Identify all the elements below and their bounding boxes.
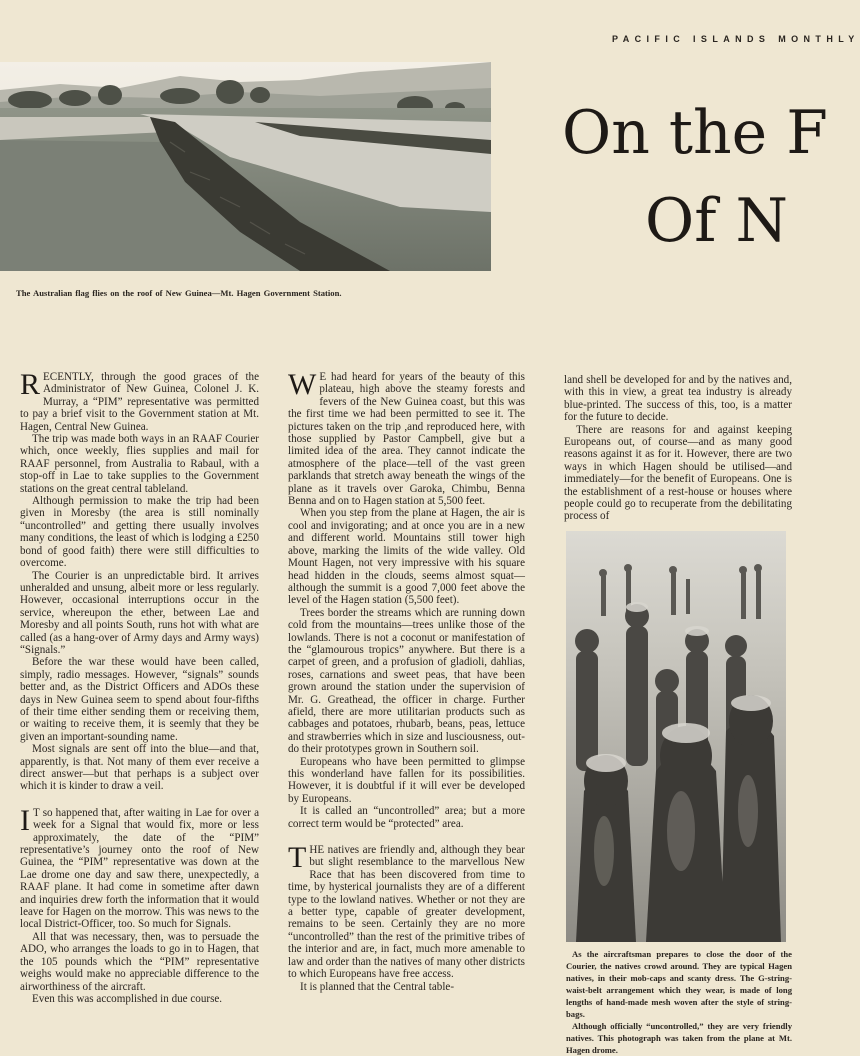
paragraph: Even this was accomplished in due course. — [32, 992, 223, 1005]
paragraph: Trees border the streams which are running down cold from the mountains—trees unlike those of the lowlands. There is not a coconut or manifestation of the “glamourous tropics” anywhere. But there is a carpet of green, and a profusion of gladioli, dahlias, roses, carnations and sweet peas, that have been grown around the station under the supervision of Mr. G. Greathead, the officer in charge. Further afield, there are more utilitarian products such as cabbages and potatoes, rhubarb, beans, peas, lettuce and strawberries which in size and lusciousness, out-do their prototypes grown in Southern soil. — [288, 606, 525, 756]
landscape-photo-caption: The Australian flag flies on the roof of New Guinea—Mt. Hagen Government Station. — [16, 288, 342, 298]
headline-line-2: Of N — [645, 186, 788, 256]
article-column-1 — [20, 368, 259, 1005]
landscape-photo — [0, 62, 491, 271]
drop-cap: T — [288, 841, 307, 875]
natives-photo-illustration — [566, 531, 786, 942]
paragraph: It is planned that the Central table- — [300, 980, 455, 993]
caption-paragraph: As the aircraftsman prepares to close the door of the Courier, the natives crowd around. They are typical Hagen natives, in their mob-caps and scanty dress. The G-string-waist-belt arrangement which they wear, is made of long lengths of hand-made mesh woven after the style of string-bags. — [566, 949, 792, 1019]
paragraph: The trip was made both ways in an RAAF Courier which, once weekly, flies supplies and mail for RAAF personnel, from Australia to Rabaul, with a stop-off in Lae to take supplies to the Government stations on the great central tableland. — [20, 433, 259, 495]
paragraph: Although permission to make the trip had been given in Moresby (the area is still nominally “uncontrolled” and getting there usually involves many conditions, the least of which is lodging a £250 bond of good faith) there were still difficulties to overcome. — [20, 495, 259, 570]
drop-cap: R — [20, 368, 41, 401]
paragraph: W E had heard for years of the beauty of this plateau, high above the steamy forests and fevers of the New Guinea coast, but this was the first time we had been permitted to see it. The pictures taken on the trip ,and reproduced here, with those supplied by Pastor Campbell, give but a limited idea of the area. They cannot indicate the atmosphere of the place—tell of the vast green parklands that stretch away beneath the wings of the plane as it travels over Garoka, Chimbu, Benna Benna and on to Hagen station at 5,500 feet. — [288, 368, 525, 508]
paragraph: It is called an “uncontrolled” area; but a more correct term would be “protected” area. — [288, 805, 525, 830]
drop-cap: W — [288, 368, 317, 401]
paragraph: When you step from the plane at Hagen, the air is cool and invigorating; and at once you are in a new and different world. Mountains still tower high above, marking the limits of the wide valley. Old Mount Hagen, not very impressive with his square head hidden in the clouds, seems almost squat—although the summit is a good 7,000 feet above the level of the Hagen station (5,500 feet). — [288, 507, 525, 607]
paragraph: land shell be developed for and by the natives and, with this in view, a great tea industry is already blue-printed. The success of this, too, is a matter for the future to decide. — [564, 374, 792, 424]
caption-paragraph: Although officially “uncontrolled,” they are very friendly natives. This photograph was taken from the plane at Mt. Hagen drome. — [566, 1021, 792, 1055]
paragraph: Europeans who have been permitted to glimpse this wonderland have fallen for its possibilities. However, it is doubtful if it will ever be developed by Europeans. — [288, 755, 525, 805]
natives-photo-caption — [566, 948, 792, 1056]
drop-cap: I — [20, 803, 30, 837]
paragraph: I T so happened that, after waiting in Lae for over a week for a Signal that would fix, more or less approximately, the date of the “PIM” representative’s journey onto the roof of New Guinea, the “PIM” representative was down at the Lae drome one day and saw there, unexpectedly, a RAAF plane. It had come in sometime after dawn and inquiries drew forth the information that it would leave for Hagen on the morrow. This was news to the local District-Officer, too. So much for Signals. — [20, 803, 259, 931]
paragraph: Before the war these would have been called, simply, radio messages. However, “signals” sounds better and, as the District Officers and ADOs these days in New Guinea seem to spend about four-fifths of their time either sending them or receiving them, or waiting to receive them, it is seemly that they be given an important-sounding name. — [20, 656, 259, 743]
paragraph: Most signals are sent off into the blue—and that, apparently, is that. Not many of them ever receive a direct answer—but that perhaps is a subject over which it is kinder to draw a veil. — [20, 743, 259, 793]
article-column-2 — [288, 368, 525, 993]
paragraph: RECENTLY, through the good graces of the Administrator of New Guinea, Colonel J. K. Murray, a “PIM” representative was permitted to pay a brief visit to the Government station at Mt. Hagen, Central New Guinea. — [20, 368, 259, 433]
running-head: PACIFIC ISLANDS MONTHLY — [612, 34, 860, 44]
headline-line-1: On the F — [562, 98, 828, 168]
paragraph: The Courier is an unpredictable bird. It arrives unheralded and unsung, albeit more or less regularly. However, occasional interruptions occur in the service, whereupon the ether, between Lae and Moresby and all points South, runs hot with what are called (as a hang-over of Army days and Army ways) “Signals.” — [20, 569, 259, 656]
article-column-3 — [564, 374, 792, 523]
paragraph: There are reasons for and against keeping Europeans out, of course—and as many good reasons against it as for it. However, there are two ways in which Hagen should be utilised—and immediately—for the benefit of Europeans. One is the establishment of a rest-house or houses where people could go to recuperate from the debilitating process of — [564, 423, 792, 523]
paragraph: All that was necessary, then, was to persuade the ADO, who arranges the loads to go in to Hagen, that the 105 pounds which the “PIM” representative weighs would make no appreciable difference to the airworthiness of the aircraft. — [20, 930, 259, 993]
landscape-photo-illustration — [0, 62, 491, 271]
natives-photo — [566, 531, 786, 942]
paragraph: THE natives are friendly and, although they bear but slight resemblance to the marvellous New Race that has been discovered from time to time, by hysterical journalists they are of a different type to the lowland natives. Whether or not they are a better type, capable of greater development, remains to be seen. Certainly they are no more “uncontrolled” than the rest of the primitive tribes of the interior and are, in fact, much more amenable to law and order than the natives of many other districts to which Europeans have free access. — [288, 841, 525, 981]
